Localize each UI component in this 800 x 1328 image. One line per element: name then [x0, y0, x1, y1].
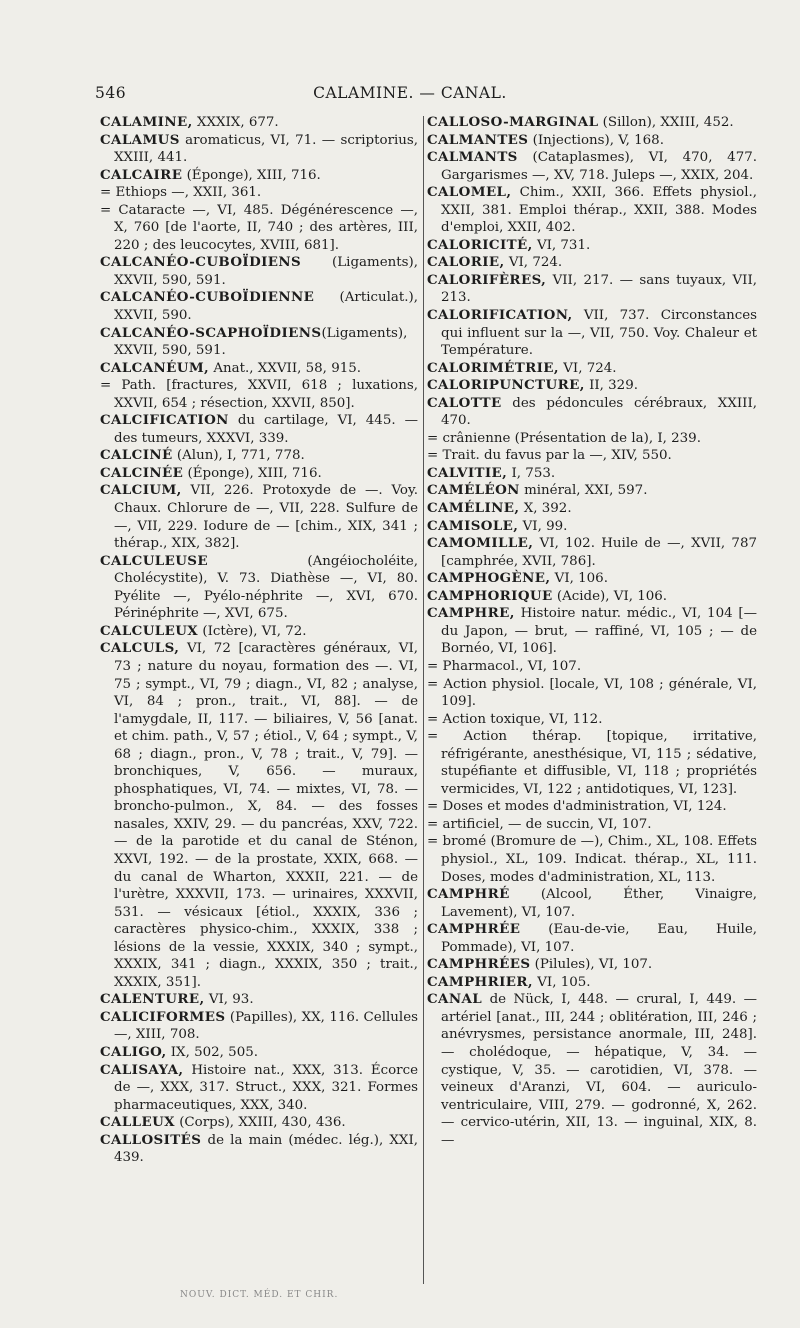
- column-divider: [423, 116, 424, 1284]
- index-entry: [100, 447, 418, 465]
- entry-headword: CAMISOLE,: [427, 517, 519, 534]
- index-entry: [100, 254, 418, 289]
- entry-headword: CALCIFICATION: [100, 412, 229, 429]
- entry-headword: CALLOSITÉS: [100, 1131, 202, 1148]
- entry-text: VI, 93.: [204, 992, 254, 1008]
- index-entry: [427, 307, 757, 360]
- entry-headword: CALCINÉ: [100, 447, 173, 464]
- index-entry: [100, 167, 418, 185]
- entry-text: = Action thérap. [topique, irritative, réfrigérante, anesthésique, VI, 115 ; sédative, stupéfiante et diffusible, VI, 118 ; propriétés vermicides, VI, 122 ; antidotiques, VI, 123].: [427, 729, 757, 797]
- index-entry: [427, 886, 757, 921]
- entry-headword: CAMÉLÉON: [427, 482, 520, 499]
- index-entry: [100, 377, 418, 412]
- entry-text: = Ethiops —, XXII, 361.: [100, 185, 262, 201]
- right-column: [427, 114, 757, 1149]
- index-entry: [427, 360, 757, 378]
- index-entry: [427, 447, 757, 465]
- index-entry: [427, 272, 757, 307]
- entry-text: minéral, XXI, 597.: [519, 483, 648, 499]
- index-entry: [100, 202, 418, 255]
- index-entry: [427, 728, 757, 798]
- entry-text: (Alcool, Éther, Vinaigre, Lavement), VI, 107.: [441, 887, 757, 920]
- entry-text: (Ictère), VI, 72.: [198, 623, 307, 639]
- entry-headword: CALORIFICATION,: [427, 307, 573, 324]
- index-entry: [427, 816, 757, 834]
- entry-text: VI, 102. Huile de —, XVII, 787 [camphrée, XVII, 786].: [441, 536, 757, 569]
- entry-headword: CALLEUX: [100, 1114, 175, 1131]
- index-entry: [427, 570, 757, 588]
- index-entry: [427, 588, 757, 606]
- entry-headword: CALAMUS: [100, 131, 180, 148]
- page-number: 546: [95, 84, 127, 102]
- entry-text: X, 392.: [519, 501, 572, 517]
- index-entry: [100, 1044, 418, 1062]
- entry-text: = Path. [fractures, XXVII, 618 ; luxations, XXVII, 654 ; résection, XXVII, 850].: [100, 378, 418, 411]
- entry-text: VI, 731.: [532, 237, 591, 253]
- entry-headword: CALCIUM,: [100, 482, 182, 499]
- entry-headword: CALORIFÈRES,: [427, 271, 547, 288]
- index-entry: [427, 974, 757, 992]
- index-entry: [100, 360, 418, 378]
- entry-headword: CAMPHRIER,: [427, 973, 533, 990]
- entry-text: Chim., XXII, 366. Effets physiol., XXII, 381. Emploi thérap., XXII, 388. Modes d'emploi, XXII, 402.: [441, 185, 757, 236]
- index-entry: [100, 640, 418, 991]
- index-entry: [100, 325, 418, 360]
- entry-text: XXXIX, 677.: [192, 115, 279, 130]
- index-entry: [100, 412, 418, 447]
- entry-text: (Papilles), XX, 116. Cellules —, XIII, 708.: [114, 1009, 418, 1043]
- index-entry: [427, 114, 757, 132]
- entry-headword: CAMPHRE,: [427, 605, 515, 622]
- entry-text: VII, 737. Circonstances qui influent sur la —, VII, 750. Voy. Chaleur et Température.: [441, 308, 757, 359]
- index-entry: [427, 465, 757, 483]
- entry-headword: CALORIE,: [427, 254, 505, 271]
- entry-headword: CAMPHRÉES: [427, 956, 531, 973]
- index-entry: [427, 535, 757, 570]
- index-entry: [100, 1132, 418, 1167]
- entry-headword: CAMPHRÉ: [427, 886, 510, 903]
- entry-headword: CALENTURE,: [100, 991, 205, 1008]
- entry-text: VI, 106.: [550, 571, 608, 587]
- entry-text: = Trait. du favus par la —, XIV, 550.: [427, 448, 672, 464]
- entry-headword: CANAL: [427, 991, 483, 1008]
- entry-text: de Nück, I, 448. — crural, I, 449. — artériel [anat., III, 244 ; oblitération, III, 246 ; anévrysmes, persistance anormale, III, 248]. — cholédoque, — hépatique, V, 34. — cystique, V, 35. — carotidien, VI, 378. — veineux d'Aranzi, VI, 604. — auriculo-ventriculaire, VIII, 279. — godronné, X, 262. — cervico-utérin, XII, 13. — inguinal, XIX, 8. —: [441, 992, 757, 1148]
- entry-text: = Action physiol. [locale, VI, 108 ; générale, VI, 109].: [427, 676, 757, 710]
- entry-text: = Pharmacol., VI, 107.: [427, 658, 582, 674]
- entry-headword: CALCANÉO-CUBOÏDIENNE: [100, 289, 315, 306]
- entry-headword: CALMANTES: [427, 131, 529, 148]
- entry-text: (Ligaments), XXVII, 590, 591.: [114, 255, 418, 288]
- entry-text: (Cataplasmes), VI, 470, 477. Gargarismes —, XV, 718. Juleps —, XXIX, 204.: [441, 150, 757, 183]
- entry-text: VII, 226. Protoxyde de —. Voy. Chaux. Chlorure de —, VII, 228. Sulfure de —, VII, 229. Iodure de — [chim., XIX, 341 ; thérap., XIX, 382].: [114, 483, 418, 552]
- entry-text: VII, 217. — sans tuyaux, VII, 213.: [441, 272, 757, 306]
- entry-text: = crânienne (Présentation de la), I, 239.: [427, 430, 701, 446]
- entry-headword: CALCULS,: [100, 640, 180, 657]
- index-entry: [427, 605, 757, 658]
- index-entry: [427, 500, 757, 518]
- index-entry: [427, 956, 757, 974]
- index-entry: [100, 482, 418, 552]
- entry-headword: CALLOSO-MARGINAL: [427, 114, 599, 130]
- index-entry: [427, 377, 757, 395]
- index-entry: [427, 658, 757, 676]
- entry-headword: CAMÉLINE,: [427, 500, 520, 517]
- entry-text: (Alun), I, 771, 778.: [172, 448, 305, 464]
- entry-headword: CALVITIE,: [427, 464, 508, 481]
- index-entry: [427, 254, 757, 272]
- entry-text: II, 329.: [584, 378, 638, 394]
- index-entry: [427, 833, 757, 886]
- index-entry: [427, 518, 757, 536]
- entry-text: (Éponge), XIII, 716.: [182, 167, 321, 183]
- entry-headword: CALCANÉUM,: [100, 359, 210, 376]
- entry-headword: CALCULEUSE: [100, 552, 208, 569]
- entry-text: (Ligaments), XXVII, 590, 591.: [114, 325, 408, 359]
- entry-text: = artificiel, — de succin, VI, 107.: [427, 816, 652, 832]
- index-entry: [100, 289, 418, 324]
- entry-text: du cartilage, VI, 445. — des tumeurs, XXXVI, 339.: [114, 413, 418, 446]
- index-entry: [100, 991, 418, 1009]
- entry-headword: CALCINÉE: [100, 464, 184, 481]
- index-entry: [427, 430, 757, 448]
- index-entry: [427, 132, 757, 150]
- index-entry: [427, 711, 757, 729]
- entry-text: VI, 99.: [518, 518, 568, 534]
- entry-headword: CALORICITÉ,: [427, 236, 533, 253]
- entry-text: VI, 724.: [504, 255, 563, 271]
- index-entry: [100, 184, 418, 202]
- entry-headword: CALICIFORMES: [100, 1008, 226, 1025]
- entry-text: (Articulat.), XXVII, 590.: [114, 290, 418, 324]
- index-entry: [100, 1114, 418, 1132]
- index-entry: [100, 114, 418, 132]
- entry-text: = Cataracte —, VI, 485. Dégénérescence —, X, 760 [de l'aorte, II, 740 ; des artères, III, 220 ; des leucocytes, XVIII, 681].: [100, 202, 418, 253]
- page-title: CALAMINE. — CANAL.: [313, 84, 507, 102]
- index-entry: [100, 465, 418, 483]
- entry-headword: CALCANÉO-CUBOÏDIENS: [100, 254, 302, 271]
- entry-headword: CALCULEUX: [100, 622, 199, 639]
- footer-signature: NOUV. DICT. MÉD. ET CHIR.: [180, 1290, 339, 1300]
- index-entry: [427, 184, 757, 237]
- entry-headword: CALORIMÉTRIE,: [427, 359, 559, 376]
- entry-headword: CALOMEL,: [427, 184, 512, 201]
- entry-headword: CALIGO,: [100, 1043, 167, 1060]
- entry-headword: CALAMINE,: [100, 114, 193, 130]
- entry-headword: CALORIPUNCTURE,: [427, 377, 585, 394]
- index-entry: [100, 1009, 418, 1044]
- entry-text: VI, 724.: [558, 360, 617, 376]
- entry-headword: CAMOMILLE,: [427, 535, 534, 552]
- entry-text: = Action toxique, VI, 112.: [427, 711, 603, 727]
- entry-text: = bromé (Bromure de —), Chim., XL, 108. Effets physiol., XL, 109. Indicat. thérap., XL, 111. Doses, modes d'administration, XL, 113.: [427, 834, 757, 885]
- running-head: [95, 84, 725, 108]
- entry-headword: CAMPHRÉE: [427, 921, 521, 938]
- entry-text: (Pilules), VI, 107.: [530, 957, 653, 973]
- entry-text: aromaticus, VI, 71. — scriptorius, XXIII, 441.: [114, 132, 418, 166]
- entry-text: (Sillon), XXIII, 452.: [598, 115, 734, 130]
- index-entry: [100, 132, 418, 167]
- entry-headword: CALMANTS: [427, 149, 518, 166]
- entry-headword: CALISAYA,: [100, 1061, 184, 1078]
- index-entry: [427, 395, 757, 430]
- entry-headword: CALCANÉO-SCAPHOÏDIENS: [100, 324, 322, 341]
- index-entry: [100, 553, 418, 623]
- index-entry: [427, 149, 757, 184]
- entry-text: (Angéiocholéite, Cholécystite), V. 73. Diathèse —, VI, 80. Pyélite —, Pyélo-néphrite —, XVI, 670. Périnéphrite —, XVI, 675.: [114, 553, 418, 622]
- entry-text: VI, 72 [caractères généraux, VI, 73 ; nature du noyau, formation des —. VI, 75 ; sympt., VI, 79 ; diagn., VI, 82 ; analyse, VI, 84 ; pron., trait., VI, 88]. — de l'amygdale, II, 117. — biliaires, V, 56 [anat. et chim. path., V, 57 ; étiol., V, 64 ; sympt., V, 68 ; diagn., pron., V, 78 ; trait., V, 79]. — bronchiques, V, 656. — muraux, phosphatiques, VI, 74. — mixtes, VI, 78. — broncho-pulmon., X, 84. — des fosses nasales, XXIV, 29. — du pancréas, XXV, 722. — de la parotide et du canal de Sténon, XXVI, 192. — de la prostate, XXIX, 668. — du canal de Wharton, XXXII, 221. — de l'urètre, XXXVII, 173. — urinaires, XXXVII, 531. — vésicaux [étiol., XXXIX, 336 ; caractères physico-chim., XXXIX, 338 ; lésions de la vessie, XXXIX, 340 ; sympt., XXXIX, 341 ; diagn., XXXIX, 350 ; trait., XXXIX, 351].: [114, 641, 418, 990]
- index-entry: [427, 798, 757, 816]
- entry-text: (Corps), XXIII, 430, 436.: [174, 1115, 346, 1131]
- index-entry: [427, 237, 757, 255]
- entry-text: Histoire nat., XXX, 313. Écorce de —, XXX, 317. Struct., XXX, 321. Formes pharmaceutiques, XXX, 340.: [114, 1062, 418, 1113]
- entry-text: (Eau-de-vie, Eau, Huile, Pommade), VI, 107.: [441, 922, 757, 955]
- entry-text: Anat., XXVII, 58, 915.: [209, 360, 362, 376]
- entry-text: (Acide), VI, 106.: [552, 588, 668, 604]
- entry-headword: CAMPHORIQUE: [427, 587, 553, 604]
- left-column: [100, 114, 418, 1167]
- entry-text: I, 753.: [507, 465, 556, 481]
- entry-text: IX, 502, 505.: [166, 1044, 258, 1060]
- index-entry: [100, 1062, 418, 1115]
- index-entry: [100, 623, 418, 641]
- entry-text: VI, 105.: [532, 974, 591, 990]
- entry-text: Histoire natur. médic., VI, 104 [— du Japon, — brut, — raffiné, VI, 105 ; — de Bornéo, VI, 106].: [441, 606, 757, 657]
- entry-headword: CAMPHOGÈNE,: [427, 570, 551, 587]
- entry-text: de la main (médec. lég.), XXI, 439.: [114, 1132, 418, 1166]
- entry-text: (Injections), V, 168.: [528, 132, 664, 148]
- index-entry: [427, 676, 757, 711]
- index-entry: [427, 991, 757, 1149]
- entry-text: = Doses et modes d'administration, VI, 124.: [427, 799, 727, 815]
- entry-text: (Éponge), XIII, 716.: [183, 465, 322, 481]
- entry-headword: CALOTTE: [427, 394, 502, 411]
- entry-text: des pédoncules cérébraux, XXIII, 470.: [441, 395, 757, 429]
- entry-headword: CALCAIRE: [100, 166, 183, 183]
- index-entry: [427, 921, 757, 956]
- index-entry: [427, 482, 757, 500]
